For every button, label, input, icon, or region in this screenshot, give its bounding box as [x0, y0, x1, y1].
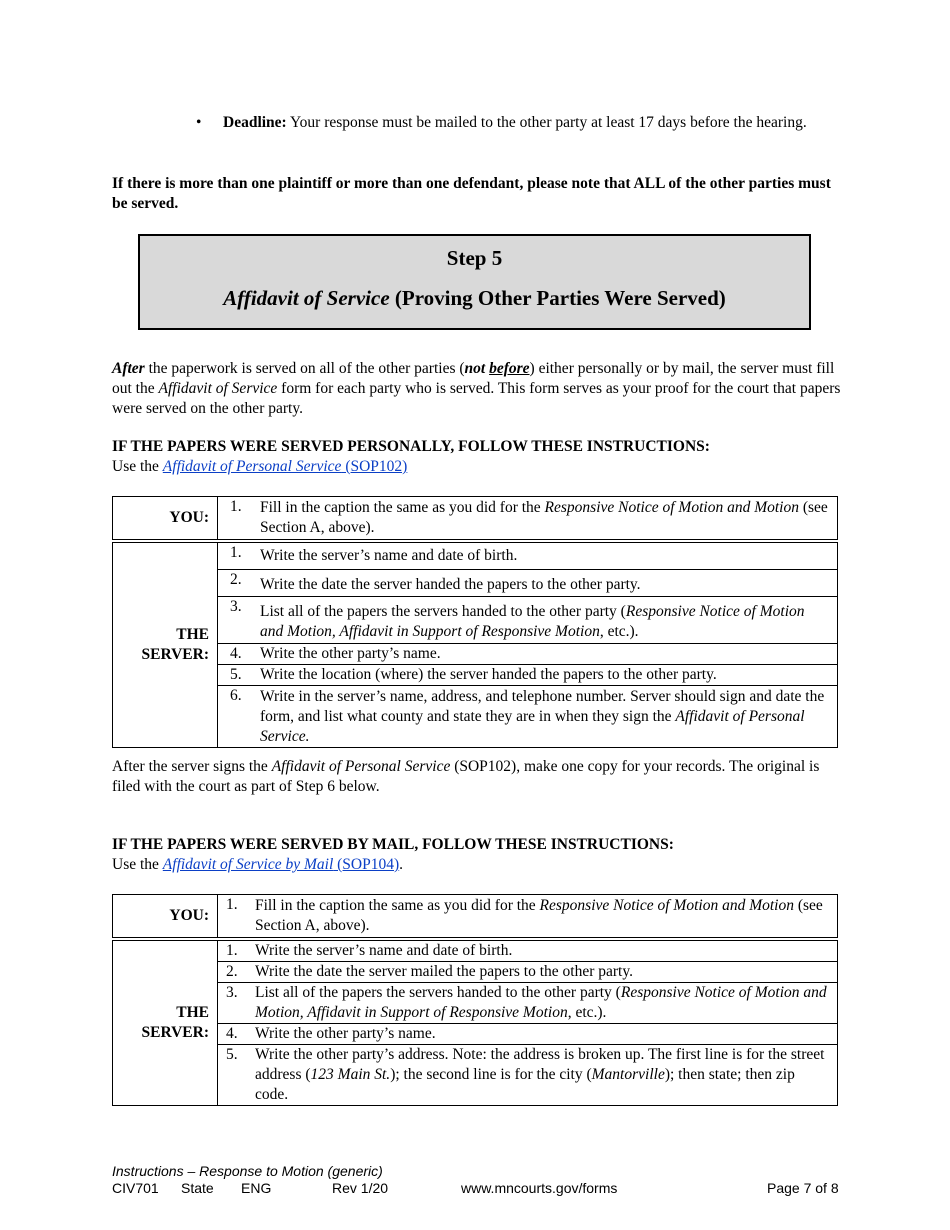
intro-paragraph — [112, 359, 842, 419]
step-box — [138, 234, 811, 330]
bullet-icon: • — [196, 114, 202, 131]
step-text: Write the server’s name and date of birth. — [260, 547, 518, 564]
step-text: , etc.). — [599, 623, 639, 640]
personal-use-prefix: Use the — [112, 458, 163, 475]
personal-you-a: Fill in the caption the same as you did for the — [260, 499, 545, 516]
after-b: Affidavit of Personal Service — [271, 758, 451, 775]
step-title: Step 5 — [446, 246, 503, 270]
step-text-italic: Mantorville — [591, 1066, 665, 1083]
step-text: Write the date the server mailed the papers to the other party. — [255, 963, 633, 980]
personal-you-c: (see Section A, above). — [260, 499, 828, 536]
mail-server-step-1 — [218, 939, 838, 962]
step-text: ); then state; then zip code. — [255, 1066, 795, 1103]
footer-state: State — [181, 1180, 214, 1196]
step-number: 1. — [230, 544, 242, 561]
footer-page: Page 7 of 8 — [767, 1180, 839, 1196]
step-text-italic: Responsive Notice of Motion and Motion, Affidavit in Support of Responsive Motion — [255, 984, 827, 1021]
step-text-italic: Responsive Notice of Motion and Motion, Affidavit in Support of Responsive Motion — [260, 603, 805, 640]
mail-you-a: Fill in the caption the same as you did for the — [255, 897, 540, 914]
footer-url: www.mncourts.gov/forms — [461, 1180, 618, 1196]
personal-server-step-1 — [218, 541, 838, 570]
step-number: 6. — [230, 687, 242, 704]
personal-you-step — [218, 497, 838, 542]
step-number: 5. — [230, 666, 242, 683]
step-text-italic: Affidavit of Personal Service. — [260, 708, 805, 745]
step-number: 4. — [226, 1025, 238, 1042]
footer-lang: ENG — [241, 1180, 272, 1196]
personal-server-label — [113, 541, 218, 748]
mail-you-label: YOU: — [113, 895, 218, 940]
step-number: 1. — [226, 896, 238, 913]
step-text: , etc.). — [567, 1004, 607, 1021]
mail-use-suffix: . — [399, 856, 404, 873]
step-text: List all of the papers the servers handed to the other party ( — [260, 603, 626, 620]
step-text: Write the other party’s address. Note: the address is broken up. The first line is for the street address ( — [255, 1046, 825, 1083]
mail-use-line — [112, 855, 842, 875]
multi-party-note: If there is more than one plaintiff or more than one defendant, please note that ALL of the other parties must be served. — [112, 175, 831, 212]
sop102-link-code: (SOP102) — [341, 458, 408, 475]
step-subtitle-rest: (Proving Other Parties Were Served) — [389, 286, 726, 310]
personal-you-label: YOU: — [113, 497, 218, 542]
mail-server-step-5 — [218, 1045, 838, 1106]
step-subtitle — [140, 285, 809, 311]
personal-you-b: Responsive Notice of Motion and Motion — [544, 499, 799, 516]
mail-you-c: (see Section A, above). — [255, 897, 823, 934]
deadline-text: Your response must be mailed to the other party at least 17 days before the hearing. — [286, 114, 807, 131]
personal-instructions-table — [112, 496, 838, 748]
personal-after-paragraph — [112, 757, 840, 797]
mail-instructions-table — [112, 894, 838, 1106]
mail-server-step-2 — [218, 962, 838, 983]
after-a: After the server signs the — [112, 758, 272, 775]
mail-server-label — [113, 939, 218, 1106]
personal-server-step-3 — [218, 597, 838, 644]
step-number: 1. — [226, 942, 238, 959]
personal-server-step-5 — [218, 665, 838, 686]
mail-server-step-4 — [218, 1024, 838, 1045]
mail-heading: IF THE PAPERS WERE SERVED BY MAIL, FOLLOW THESE INSTRUCTIONS: — [112, 836, 674, 853]
intro-t3: form for each party who is served. This form serves as your proof for the court that papers were served on the other party. — [112, 380, 841, 417]
step-text: Write the date the server handed the papers to the other party. — [260, 576, 641, 593]
sop104-link-title: Affidavit of Service by Mail — [162, 856, 334, 873]
intro-t1: the paperwork is served on all of the other parties ( — [144, 360, 465, 377]
step-text: ); the second line is for the city ( — [390, 1066, 592, 1083]
intro-before: before — [489, 360, 530, 377]
step-number: 2. — [230, 571, 242, 588]
footer-code: CIV701 — [112, 1180, 159, 1196]
step-text: Write the server’s name and date of birth. — [255, 942, 513, 959]
step-number: 3. — [226, 984, 238, 1001]
sop104-link[interactable] — [163, 856, 399, 873]
step-text: Write the other party’s name. — [255, 1025, 436, 1042]
step-subtitle-italic: Affidavit of Service — [223, 286, 390, 310]
personal-server-step-2 — [218, 570, 838, 597]
server-label-line1: THE — [176, 1004, 209, 1021]
deadline-bullet — [196, 113, 846, 133]
personal-heading: IF THE PAPERS WERE SERVED PERSONALLY, FOLLOW THESE INSTRUCTIONS: — [112, 438, 710, 455]
mail-you-step — [218, 895, 838, 940]
step-number: 1. — [230, 498, 242, 515]
intro-t2: ) either personally or by mail, the server must fill out the — [112, 360, 835, 397]
step-number: 4. — [230, 645, 242, 662]
sop102-link[interactable] — [163, 458, 408, 475]
step-text: Write the other party’s name. — [260, 645, 441, 662]
server-label-line2: SERVER: — [141, 646, 209, 663]
intro-form: Affidavit of Service — [158, 380, 278, 397]
sop102-link-title: Affidavit of Personal Service — [162, 458, 342, 475]
footer-title: Instructions – Response to Motion (generic) — [112, 1163, 383, 1179]
intro-after: After — [112, 360, 145, 377]
personal-use-line — [112, 457, 842, 477]
step-text: Write in the server’s name, address, and telephone number. Server should sign and date the form, and list what county and state they are in when they sign the — [260, 688, 825, 725]
personal-server-step-4 — [218, 644, 838, 665]
mail-use-prefix: Use the — [112, 856, 163, 873]
sop104-link-code: (SOP104) — [333, 856, 400, 873]
server-label-line2: SERVER: — [141, 1024, 209, 1041]
step-text: List all of the papers the servers handed to the other party ( — [255, 984, 621, 1001]
server-label-line1: THE — [176, 626, 209, 643]
footer-rev: Rev 1/20 — [332, 1180, 389, 1196]
deadline-label: Deadline: — [223, 114, 287, 131]
step-text: Write the location (where) the server handed the papers to the other party. — [260, 666, 717, 683]
step-number: 5. — [226, 1046, 238, 1063]
intro-not: not — [464, 360, 486, 377]
mail-server-step-3 — [218, 983, 838, 1024]
mail-you-b: Responsive Notice of Motion and Motion — [539, 897, 794, 914]
step-text-italic: 123 Main St. — [310, 1066, 391, 1083]
after-c: (SOP102), make one copy for your records. The original is filed with the court as part of Step 6 below. — [112, 758, 820, 795]
personal-server-step-6 — [218, 686, 838, 748]
step-number: 2. — [226, 963, 238, 980]
step-number: 3. — [230, 598, 242, 615]
